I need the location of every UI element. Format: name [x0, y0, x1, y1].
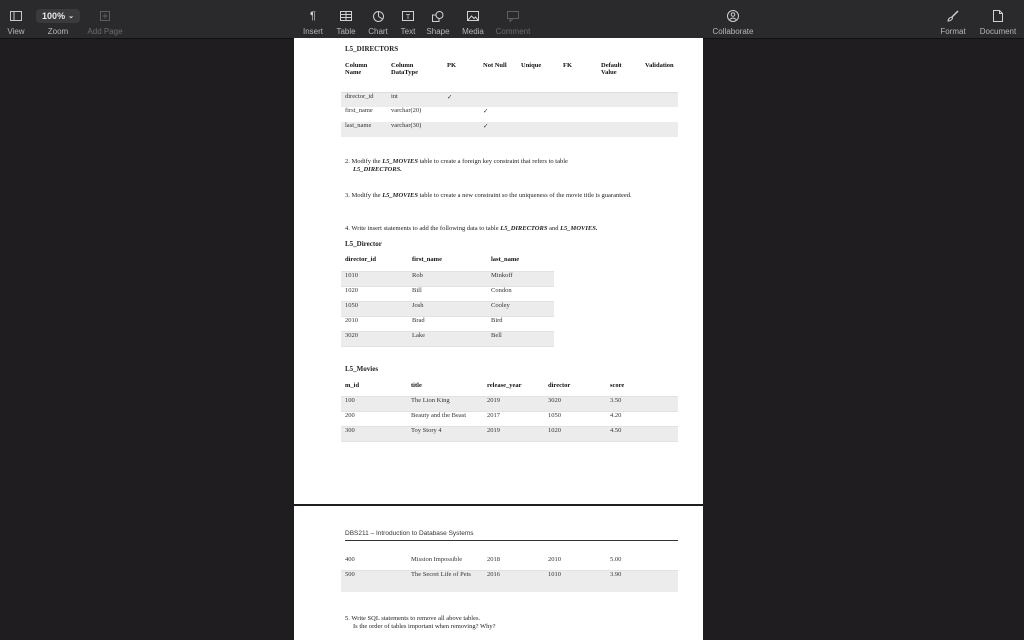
collaborate-button[interactable] [708, 0, 758, 38]
table-cell: 3.90 [610, 570, 622, 578]
table-cell: ✓ [483, 108, 489, 115]
table-cell [443, 122, 479, 137]
table-cell: 100 [341, 396, 407, 411]
table-cell [597, 122, 641, 137]
question-5 [345, 615, 685, 631]
table-cell [597, 92, 641, 107]
question-4 [345, 225, 685, 233]
shape-label: Shape [426, 27, 450, 36]
director-header: last_name [487, 256, 554, 271]
table-label: Table [336, 27, 356, 36]
table-cell: 1020 [341, 286, 408, 301]
table-cell: 4.20 [606, 411, 678, 426]
add-page-icon [100, 11, 110, 21]
table-cell: 2019 [483, 396, 544, 411]
svg-text:T: T [405, 14, 411, 21]
schema-header: FK [563, 62, 573, 69]
question-text: 2. Modify the [345, 158, 383, 165]
table-cell: Minkoff [487, 271, 554, 286]
text-box-icon [402, 11, 414, 21]
sidebar-icon [10, 11, 22, 21]
table-row [341, 316, 554, 331]
question-text: 5. Write SQL statements to remove all above tables. [345, 615, 481, 622]
table-name: L5_MOVIES [382, 192, 418, 199]
table-cell: first_name [345, 107, 373, 114]
table-cell: Josh [408, 301, 487, 316]
table-row [341, 396, 678, 411]
table-cell: director_id [345, 92, 374, 100]
text-button[interactable] [396, 0, 420, 38]
document-label: Document [979, 27, 1017, 36]
table-row [341, 271, 554, 286]
table-cell [559, 107, 597, 122]
schema-header: Not Null [483, 62, 507, 69]
add-page-label: Add Page [87, 27, 123, 36]
table-cell [517, 122, 559, 137]
director-data-title: L5_Director [345, 240, 382, 248]
director-data-table [341, 256, 554, 347]
format-label: Format [940, 27, 966, 36]
table-cell [479, 92, 517, 107]
table-button[interactable] [334, 0, 358, 38]
comment-button[interactable] [493, 0, 533, 38]
table-cell: varchar(20) [391, 107, 422, 114]
table-cell: Brad [408, 316, 487, 331]
table-cell [517, 92, 559, 107]
table-cell: 1010 [341, 271, 408, 286]
view-label: View [7, 27, 25, 36]
table-cell: ✓ [483, 123, 489, 130]
comment-icon [507, 11, 519, 22]
table-row [341, 286, 554, 301]
collaborate-icon [727, 10, 739, 22]
toolbar [0, 0, 1024, 39]
movies-header: score [606, 382, 678, 396]
table-cell: Mission Impossible [411, 556, 463, 563]
shape-icon [432, 11, 444, 22]
table-cell: The Secret Life of Pets [411, 570, 471, 578]
table-cell: 2010 [341, 316, 408, 331]
chart-label: Chart [368, 27, 388, 36]
movies-header: release_year [483, 382, 544, 396]
schema-header: PK [447, 62, 457, 69]
question-text: Is the order of tables important when removing? Why? [353, 623, 496, 630]
table-cell: last_name [345, 122, 372, 129]
shape-button[interactable] [425, 0, 451, 38]
schema-header: Column Name [345, 62, 368, 76]
table-cell: Toy Story 4 [407, 426, 483, 441]
table-cell: Bell [487, 331, 554, 346]
insert-label: Insert [302, 27, 323, 36]
table-cell: Bill [408, 286, 487, 301]
movies-header: director [544, 382, 606, 396]
question-3 [345, 192, 685, 200]
paintbrush-icon [947, 10, 959, 22]
schema-header: Validation [645, 62, 674, 69]
movies-data-title: L5_Movies [345, 365, 379, 373]
zoom-control[interactable] [36, 0, 80, 38]
table-row [341, 411, 678, 426]
table-row [341, 122, 678, 137]
table-cell: varchar(30) [391, 122, 422, 129]
table-cell: Condon [487, 286, 554, 301]
zoom-label: Zoom [47, 27, 69, 36]
schema-table [341, 62, 678, 137]
table-row [341, 556, 678, 570]
table-name: L5_MOVIES [382, 158, 418, 165]
table-cell [641, 122, 678, 137]
question-text: table to create a new constraint so the uniqueness of the movie title is guaranteed. [417, 192, 632, 199]
table-row [341, 426, 678, 441]
question-text: 3. Modify the [345, 192, 383, 199]
table-name: L5_DIRECTORS [500, 225, 548, 232]
table-row [341, 331, 554, 346]
table-name: L5_DIRECTORS. [353, 166, 402, 173]
table-cell [641, 107, 678, 122]
zoom-select[interactable] [36, 9, 80, 23]
table-cell [517, 107, 559, 122]
table-row [341, 92, 678, 107]
schema-header: Default Value [601, 62, 622, 76]
movies-header: title [407, 382, 483, 396]
table-cell: ✓ [447, 93, 453, 101]
table-cell [641, 92, 678, 107]
table-cell: 3.50 [606, 396, 678, 411]
chart-button[interactable] [366, 0, 390, 38]
table-cell: Lake [408, 331, 487, 346]
table-cell: The Lion King [407, 396, 483, 411]
format-button[interactable] [937, 0, 969, 38]
schema-header: Column DataType [391, 62, 418, 76]
table-cell: 2018 [487, 556, 500, 563]
comment-label: Comment [495, 27, 531, 36]
table-cell: 3020 [544, 396, 606, 411]
table-cell: 500 [345, 570, 355, 578]
question-text: table to create a foreign key constraint that refers to table [417, 158, 568, 165]
table-name: L5_MOVIES. [560, 225, 598, 232]
table-cell: 1010 [548, 570, 561, 578]
table-cell: int [391, 92, 398, 100]
table-cell [597, 107, 641, 122]
table-row [341, 107, 678, 122]
table-cell: 400 [345, 556, 355, 563]
media-icon [467, 11, 479, 21]
table-cell: Beauty and the Beast [407, 411, 483, 426]
directors-table-title: L5_DIRECTORS [345, 45, 399, 53]
table-cell: Bird [487, 316, 554, 331]
pilcrow-icon: ¶ [310, 10, 316, 22]
table-cell: 200 [341, 411, 407, 426]
table-cell: 2019 [483, 426, 544, 441]
zoom-value: 100% [42, 11, 66, 21]
table-cell [559, 122, 597, 137]
table-cell: 1020 [544, 426, 606, 441]
view-button[interactable] [4, 0, 28, 38]
table-cell: 1050 [544, 411, 606, 426]
collaborate-label: Collaborate [712, 27, 754, 36]
table-cell: 5.00 [610, 556, 622, 563]
document-icon [993, 10, 1003, 22]
document-page-1[interactable] [294, 38, 703, 504]
insert-button[interactable] [300, 0, 326, 38]
media-label: Media [462, 27, 484, 36]
table-cell: 2016 [487, 570, 500, 578]
table-cell: 4.50 [606, 426, 678, 441]
movies-data-table-continued [341, 556, 678, 592]
table-cell: 2010 [548, 556, 561, 563]
media-button[interactable] [459, 0, 487, 38]
table-row [341, 570, 678, 592]
page-header-course: DBS211 – Introduction to Database Systems [345, 530, 678, 541]
question-2 [345, 158, 685, 174]
table-row [341, 301, 554, 316]
table-cell [443, 107, 479, 122]
table-cell: 1050 [341, 301, 408, 316]
director-header: director_id [341, 256, 408, 271]
table-cell: 300 [341, 426, 407, 441]
movies-data-table [341, 382, 678, 442]
chart-icon [373, 11, 384, 22]
table-cell: 2017 [483, 411, 544, 426]
director-header: first_name [408, 256, 487, 271]
table-cell: Cooley [487, 301, 554, 316]
document-button[interactable] [976, 0, 1020, 38]
document-page-2[interactable] [294, 506, 703, 640]
question-text: 4. Write insert statements to add the following data to table [345, 225, 501, 232]
table-cell [559, 92, 597, 107]
movies-header: m_id [341, 382, 407, 396]
schema-header: Unique [521, 62, 542, 69]
add-page-button[interactable] [86, 0, 124, 38]
text-label: Text [400, 27, 416, 36]
table-cell: Rob [408, 271, 487, 286]
chevron-down-icon: ⌄ [68, 13, 74, 20]
table-icon [340, 11, 352, 21]
table-cell: 3020 [341, 331, 408, 346]
question-text: and [547, 225, 561, 232]
